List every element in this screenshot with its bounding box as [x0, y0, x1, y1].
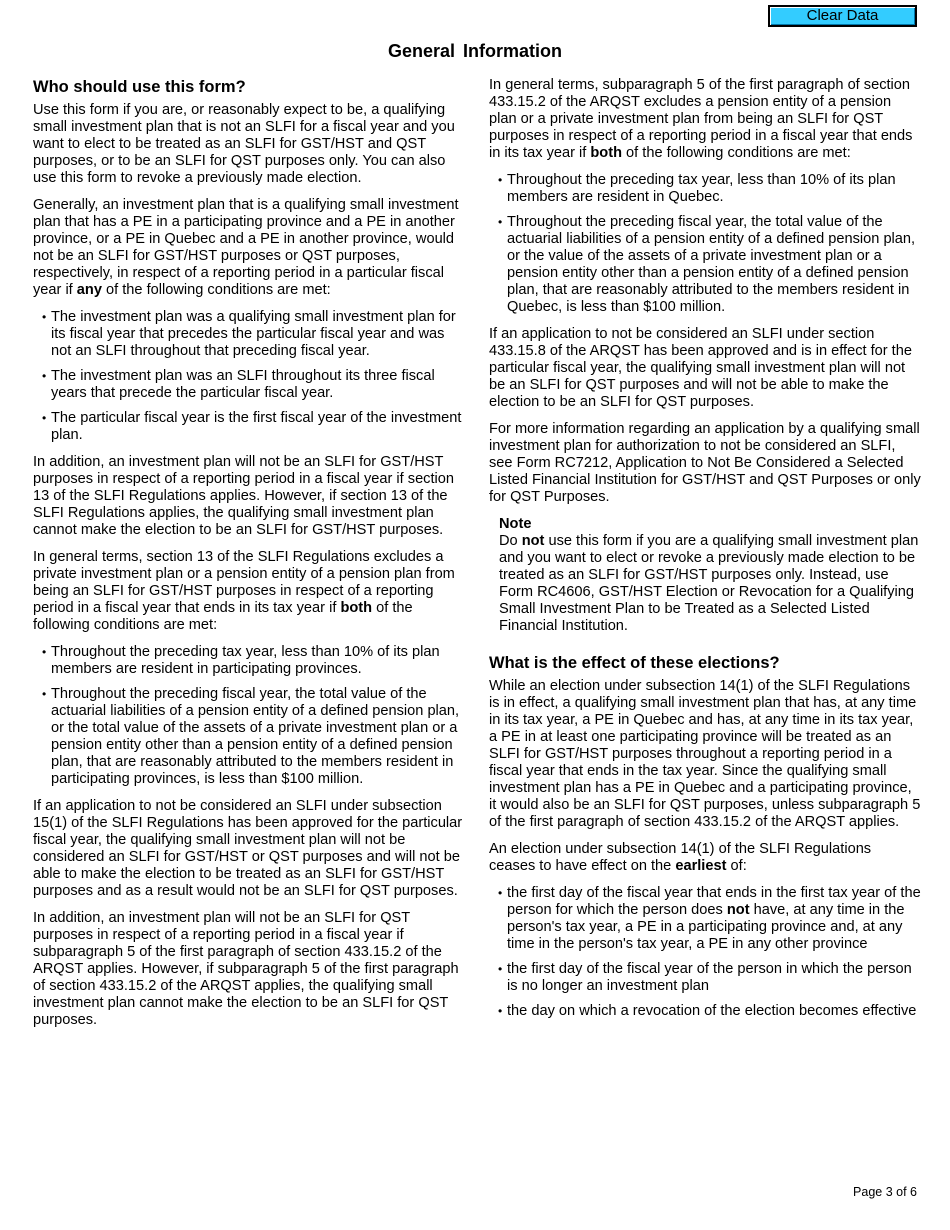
effect-heading: What is the effect of these elections? [489, 654, 780, 672]
note-box [499, 516, 921, 635]
list-item: • Throughout the preceding tax year, less than 10% of its plan members are resident in participating provinces. [42, 644, 463, 678]
list-item: • Throughout the preceding tax year, less than 10% of its plan members are resident in Quebec. [498, 172, 921, 206]
list-item: • Throughout the preceding fiscal year, the total value of the actuarial liabilities of a pension entity of a defined pension plan, or the value of the assets of a private investment plan or a pension entity other than a pension entity of a defined pension plan, that are reasonably attributed to the members resident in Quebec, is less than $100 million. [498, 214, 921, 316]
conditions-list [33, 309, 463, 444]
paragraph: In general terms, subparagraph 5 of the first paragraph of section 433.15.2 of the ARQST excludes a pension entity of a pension plan or a private investment plan from being an SLFI for QST purposes in respect of a reporting period in a fiscal year that ends in its tax year if both of the following conditions are met: [489, 77, 913, 161]
clear-data-button[interactable]: Clear Data [768, 5, 917, 27]
list-item: • Throughout the preceding fiscal year, the total value of the actuarial liabilities of a pension entity of a defined pension plan, or the total value of the assets of a private investment plan or a pension entity other than a pension entity of a defined pension plan, that are reasonably attributed to the members resident in participating provinces, is less than $100 million. [42, 686, 463, 788]
paragraph: If an application to not be considered an SLFI under subsection 15(1) of the SLFI Regulations has been approved for the particular fiscal year, the qualifying small investment plan will not be considered an SLFI for GST/HST or QST purposes and will not be able to make the election to be treated as an SLFI for GST/HST purposes and as a result would not be an SLFI for QST purposes. [33, 798, 463, 899]
paragraph: In general terms, section 13 of the SLFI Regulations excludes a private investment plan or a pension entity of a pension plan from being an SLFI for GST/HST purposes in respect of a reporting period in a fiscal year that ends in its tax year if both of the following conditions are met: [33, 549, 455, 633]
left-column [33, 77, 463, 1039]
list-item: • the day on which a revocation of the election becomes effective [498, 1003, 921, 1020]
paragraph: In addition, an investment plan will not be an SLFI for QST purposes in respect of a reporting period in a fiscal year if subparagraph 5 of the first paragraph of section 433.15.2 of the ARQST applies. However, if subparagraph 5 of the first paragraph of section 433.15.2 of the ARQST applies, the qualifying small investment plan cannot make the election to be an SLFI for QST purposes. [33, 910, 459, 1028]
paragraph: While an election under subsection 14(1) of the SLFI Regulations is in effect, a qualifying small investment plan that has, at any time in its tax year, a PE in Quebec and has, at any time in its tax year, a PE in at least one participating province will be treated as an SLFI for GST/HST purposes throughout a reporting period in a fiscal year that ends in the tax year. Since the qualifying small investment plan has a PE in Quebec and a participating province, it would also be an SLFI for QST purposes, unless subparagraph 5 of the first paragraph of section 433.15.2 of the ARQST applies. [489, 678, 921, 830]
conditions-list [489, 172, 921, 316]
paragraph: In addition, an investment plan will not be an SLFI for GST/HST purposes in respect of a reporting period in a fiscal year if section 13 of the SLFI Regulations applies. However, if section 13 of the SLFI Regulations applies, the qualifying small investment plan cannot make the election to be an SLFI for GST/HST purposes. [33, 454, 455, 538]
list-item: • The investment plan was an SLFI throughout its three fiscal years that precede the particular fiscal year. [42, 368, 463, 402]
paragraph: If an application to not be considered an SLFI under section 433.15.8 of the ARQST has been approved and is in effect for the particular fiscal year, the qualifying small investment plan will not be an SLFI for QST purposes and will not be able to make the election to be an SLFI for QST purposes. [489, 326, 912, 410]
note-title: Note [499, 516, 532, 532]
right-column [489, 77, 921, 1030]
paragraph: Use this form if you are, or reasonably expect to be, a qualifying small investment plan that is not an SLFI for a fiscal year and you want to elect to be treated as an SLFI for GST/HST and QST purposes, or to be an SLFI for QST purposes only. You can also use this form to revoke a previously made election. [33, 102, 455, 186]
list-item: • the first day of the fiscal year of the person in which the person is no longer an investment plan [498, 961, 921, 995]
page-number: Page 3 of 6 [853, 1185, 917, 1199]
who-should-use-heading: Who should use this form? [33, 78, 246, 96]
conditions-list [33, 644, 463, 788]
list-item: • The particular fiscal year is the first fiscal year of the investment plan. [42, 410, 463, 444]
paragraph: Generally, an investment plan that is a qualifying small investment plan that has a PE in a participating province and a PE in another province, or a PE in Quebec and a PE in another province, would not be an SLFI for GST/HST purposes or QST purposes, respectively, in respect of a reporting period in a particular fiscal year if any of the following conditions are met: [33, 197, 459, 298]
cessation-list [489, 885, 921, 1020]
paragraph: An election under subsection 14(1) of the SLFI Regulations ceases to have effect on the earliest of: [489, 841, 872, 874]
note-text: Do not use this form if you are a qualifying small investment plan and you want to elect or revoke a previously made election to be treated as an SLFI for GST/HST purposes only. Instead, use Form RC4606, GST/HST Election or Revocation for a Qualifying Small Investment Plan to be Treated as a Selected Listed Financial Institution. [499, 533, 919, 634]
page-title: General Information [387, 41, 563, 61]
paragraph: For more information regarding an application by a qualifying small investment plan for authorization to not be considered an SLFI, see Form RC7212, Application to Not Be Considered a Selected Listed Financial Institution for GST/HST and QST Purposes or only for QST Purposes. [489, 421, 921, 505]
list-item: • the first day of the fiscal year that ends in the first tax year of the person for which the person does not have, at any time in the person's tax year, a PE in a participating province and, at any time in the person's tax year, a PE in any other province [498, 885, 921, 953]
list-item: • The investment plan was a qualifying small investment plan for its fiscal year that precedes the particular fiscal year and was not an SLFI throughout that preceding fiscal year. [42, 309, 463, 360]
